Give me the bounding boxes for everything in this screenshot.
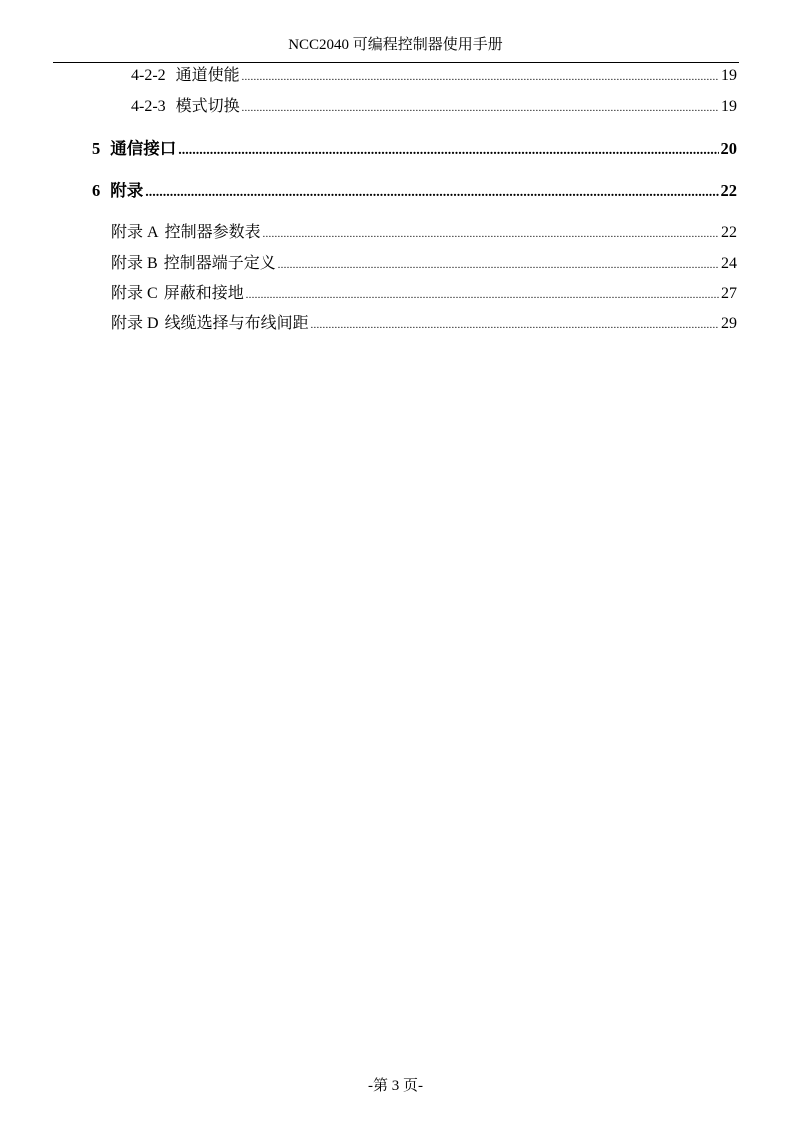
toc-entry-number: 4-2-2 <box>131 67 166 84</box>
toc-dot-leader <box>278 256 719 276</box>
header-divider <box>53 62 739 63</box>
toc-dot-leader <box>178 141 718 161</box>
toc-dot-leader <box>242 68 719 88</box>
toc-entry-page: 19 <box>721 98 737 115</box>
toc-entry-number: 附录 A <box>111 224 159 241</box>
toc-entry-title: 屏蔽和接地 <box>163 285 244 302</box>
toc-dot-leader <box>242 99 719 119</box>
toc-entry-number: 4-2-3 <box>131 98 166 115</box>
toc-entry-appendix-c[interactable] <box>111 284 737 306</box>
page-number-footer: -第 3 页- <box>368 1078 423 1094</box>
toc-dot-leader <box>145 183 718 203</box>
page-header-title: NCC2040 可编程控制器使用手册 <box>288 37 503 53</box>
toc-entry-page: 27 <box>721 285 737 302</box>
toc-entry-appendix-d[interactable] <box>111 314 737 336</box>
toc-entry-appendix-b[interactable] <box>111 254 737 276</box>
toc-entry-page: 22 <box>720 181 737 200</box>
toc-entry-title: 通道使能 <box>175 67 240 84</box>
toc-entry-page: 24 <box>721 255 737 272</box>
toc-entry-appendix-a[interactable] <box>111 223 737 245</box>
toc-entry-4-2-3[interactable] <box>131 97 737 119</box>
toc-entry-page: 19 <box>721 67 737 84</box>
toc-entry-number: 附录 D <box>111 315 159 332</box>
toc-entry-title: 通信接口 <box>110 139 177 158</box>
toc-entry-page: 20 <box>720 139 737 158</box>
toc-entry-number: 附录 C <box>111 285 158 302</box>
toc-entry-title: 附录 <box>110 181 144 200</box>
toc-entry-title: 控制器端子定义 <box>163 255 276 272</box>
toc-dot-leader <box>246 286 719 306</box>
toc-dot-leader <box>263 225 719 245</box>
toc-dot-leader <box>311 316 719 336</box>
toc-entry-number: 6 <box>92 181 101 200</box>
toc-entry-chapter-5[interactable] <box>92 139 737 161</box>
toc-entry-number: 5 <box>92 139 101 158</box>
toc-entry-title: 控制器参数表 <box>164 224 261 241</box>
toc-entry-page: 22 <box>721 224 737 241</box>
toc-entry-title: 模式切换 <box>175 98 240 115</box>
toc-entry-title: 线缆选择与布线间距 <box>164 315 309 332</box>
toc-entry-chapter-6[interactable] <box>92 181 737 203</box>
toc-entry-4-2-2[interactable] <box>131 66 737 88</box>
toc-entry-number: 附录 B <box>111 255 158 272</box>
toc-entry-page: 29 <box>721 315 737 332</box>
